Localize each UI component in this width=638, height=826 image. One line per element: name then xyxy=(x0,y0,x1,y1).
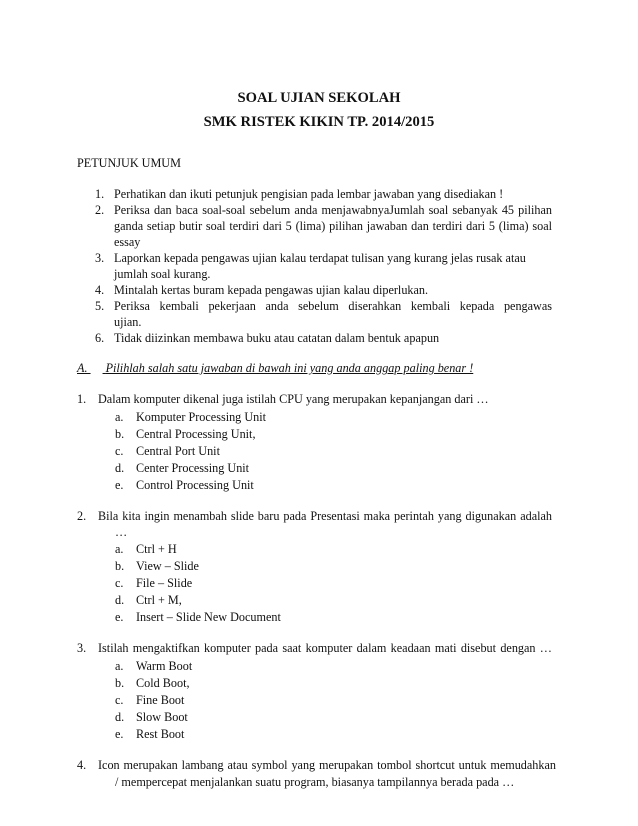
option-text: View – Slide xyxy=(136,559,199,573)
instruction-number: 1. xyxy=(95,187,105,201)
question-text: Icon merupakan lambang atau symbol yang merupakan tombol shortcut untuk memudahkan xyxy=(98,758,556,772)
section-a-text: Pilihlah salah satu jawaban di bawah ini yang anda anggap paling benar ! xyxy=(105,361,474,375)
option-letter: e. xyxy=(115,478,124,492)
question-text: Bila kita ingin menambah slide baru pada Presentasi maka perintah yang digunakan adalah xyxy=(98,509,552,523)
option-letter: b. xyxy=(115,427,125,441)
option-letter: e. xyxy=(115,610,124,624)
option-letter: e. xyxy=(115,727,124,741)
option-text: Ctrl + M, xyxy=(136,593,182,607)
option-letter: d. xyxy=(115,710,125,724)
option-text: Warm Boot xyxy=(136,659,193,673)
option-text: Komputer Processing Unit xyxy=(136,410,266,424)
option-text: Cold Boot, xyxy=(136,676,190,690)
instruction-text: Periksa kembali pekerjaan anda sebelum diserahkan kembali kepada pengawas xyxy=(114,299,552,313)
option-letter: a. xyxy=(115,410,124,424)
instruction-text: jumlah soal kurang. xyxy=(114,267,211,281)
option-text: Ctrl + H xyxy=(136,542,177,556)
question-number: 2. xyxy=(77,509,87,523)
option-letter: d. xyxy=(115,461,125,475)
instruction-number: 6. xyxy=(95,331,105,345)
option-text: Fine Boot xyxy=(136,693,185,707)
option-text: Central Processing Unit, xyxy=(136,427,256,441)
instruction-text: Mintalah kertas buram kepada pengawas ujian kalau diperlukan. xyxy=(114,283,429,297)
question-text: / mempercepat menjalankan suatu program, biasanya tampilannya berada pada … xyxy=(115,775,515,789)
question-text: Istilah mengaktifkan komputer pada saat komputer dalam keadaan mati disebut dengan … xyxy=(98,641,552,655)
instruction-text: Tidak diizinkan membawa buku atau catatan dalam bentuk apapun xyxy=(114,331,440,345)
option-letter: a. xyxy=(115,659,124,673)
section-a-label: A. xyxy=(77,361,88,375)
section-a-heading xyxy=(77,360,497,376)
instruction-number: 5. xyxy=(95,299,105,313)
option-letter: b. xyxy=(115,559,125,573)
question-number: 3. xyxy=(77,641,87,655)
question-text: Dalam komputer dikenal juga istilah CPU yang merupakan kepanjangan dari … xyxy=(98,392,489,406)
question-text: … xyxy=(115,525,128,539)
instruction-number: 4. xyxy=(95,283,105,297)
instructions-heading: PETUNJUK UMUM xyxy=(77,156,181,170)
instruction-number: 2. xyxy=(95,203,105,217)
option-text: Control Processing Unit xyxy=(136,478,254,492)
option-text: Slow Boot xyxy=(136,710,188,724)
option-text: Center Processing Unit xyxy=(136,461,250,475)
option-letter: a. xyxy=(115,542,124,556)
instruction-number: 3. xyxy=(95,251,105,265)
instruction-text: Laporkan kepada pengawas ujian kalau terdapat tulisan yang kurang jelas rusak atau xyxy=(114,251,526,265)
instruction-text: ganda setiap butir soal terdiri dari 5 (lima) pilihan jawaban dan terdiri dari 5 (lima) soal xyxy=(114,219,552,233)
option-letter: b. xyxy=(115,676,125,690)
instruction-text: essay xyxy=(114,235,141,249)
question-number: 4. xyxy=(77,758,87,772)
exam-title: SOAL UJIAN SEKOLAH xyxy=(237,90,401,106)
school-title: SMK RISTEK KIKIN TP. 2014/2015 xyxy=(203,114,435,130)
option-letter: c. xyxy=(115,693,124,707)
question-number: 1. xyxy=(77,392,87,406)
option-text: Rest Boot xyxy=(136,727,185,741)
instruction-text: Periksa dan baca soal-soal sebelum anda menjawabnyaJumlah soal sebanyak 45 pilihan xyxy=(114,203,552,217)
instruction-text: ujian. xyxy=(114,315,142,329)
option-text: Central Port Unit xyxy=(136,444,220,458)
option-letter: c. xyxy=(115,576,124,590)
option-letter: c. xyxy=(115,444,124,458)
instruction-text: Perhatikan dan ikuti petunjuk pengisian pada lembar jawaban yang disediakan ! xyxy=(114,187,504,201)
option-letter: d. xyxy=(115,593,125,607)
option-text: File – Slide xyxy=(136,576,193,590)
option-text: Insert – Slide New Document xyxy=(136,610,281,624)
